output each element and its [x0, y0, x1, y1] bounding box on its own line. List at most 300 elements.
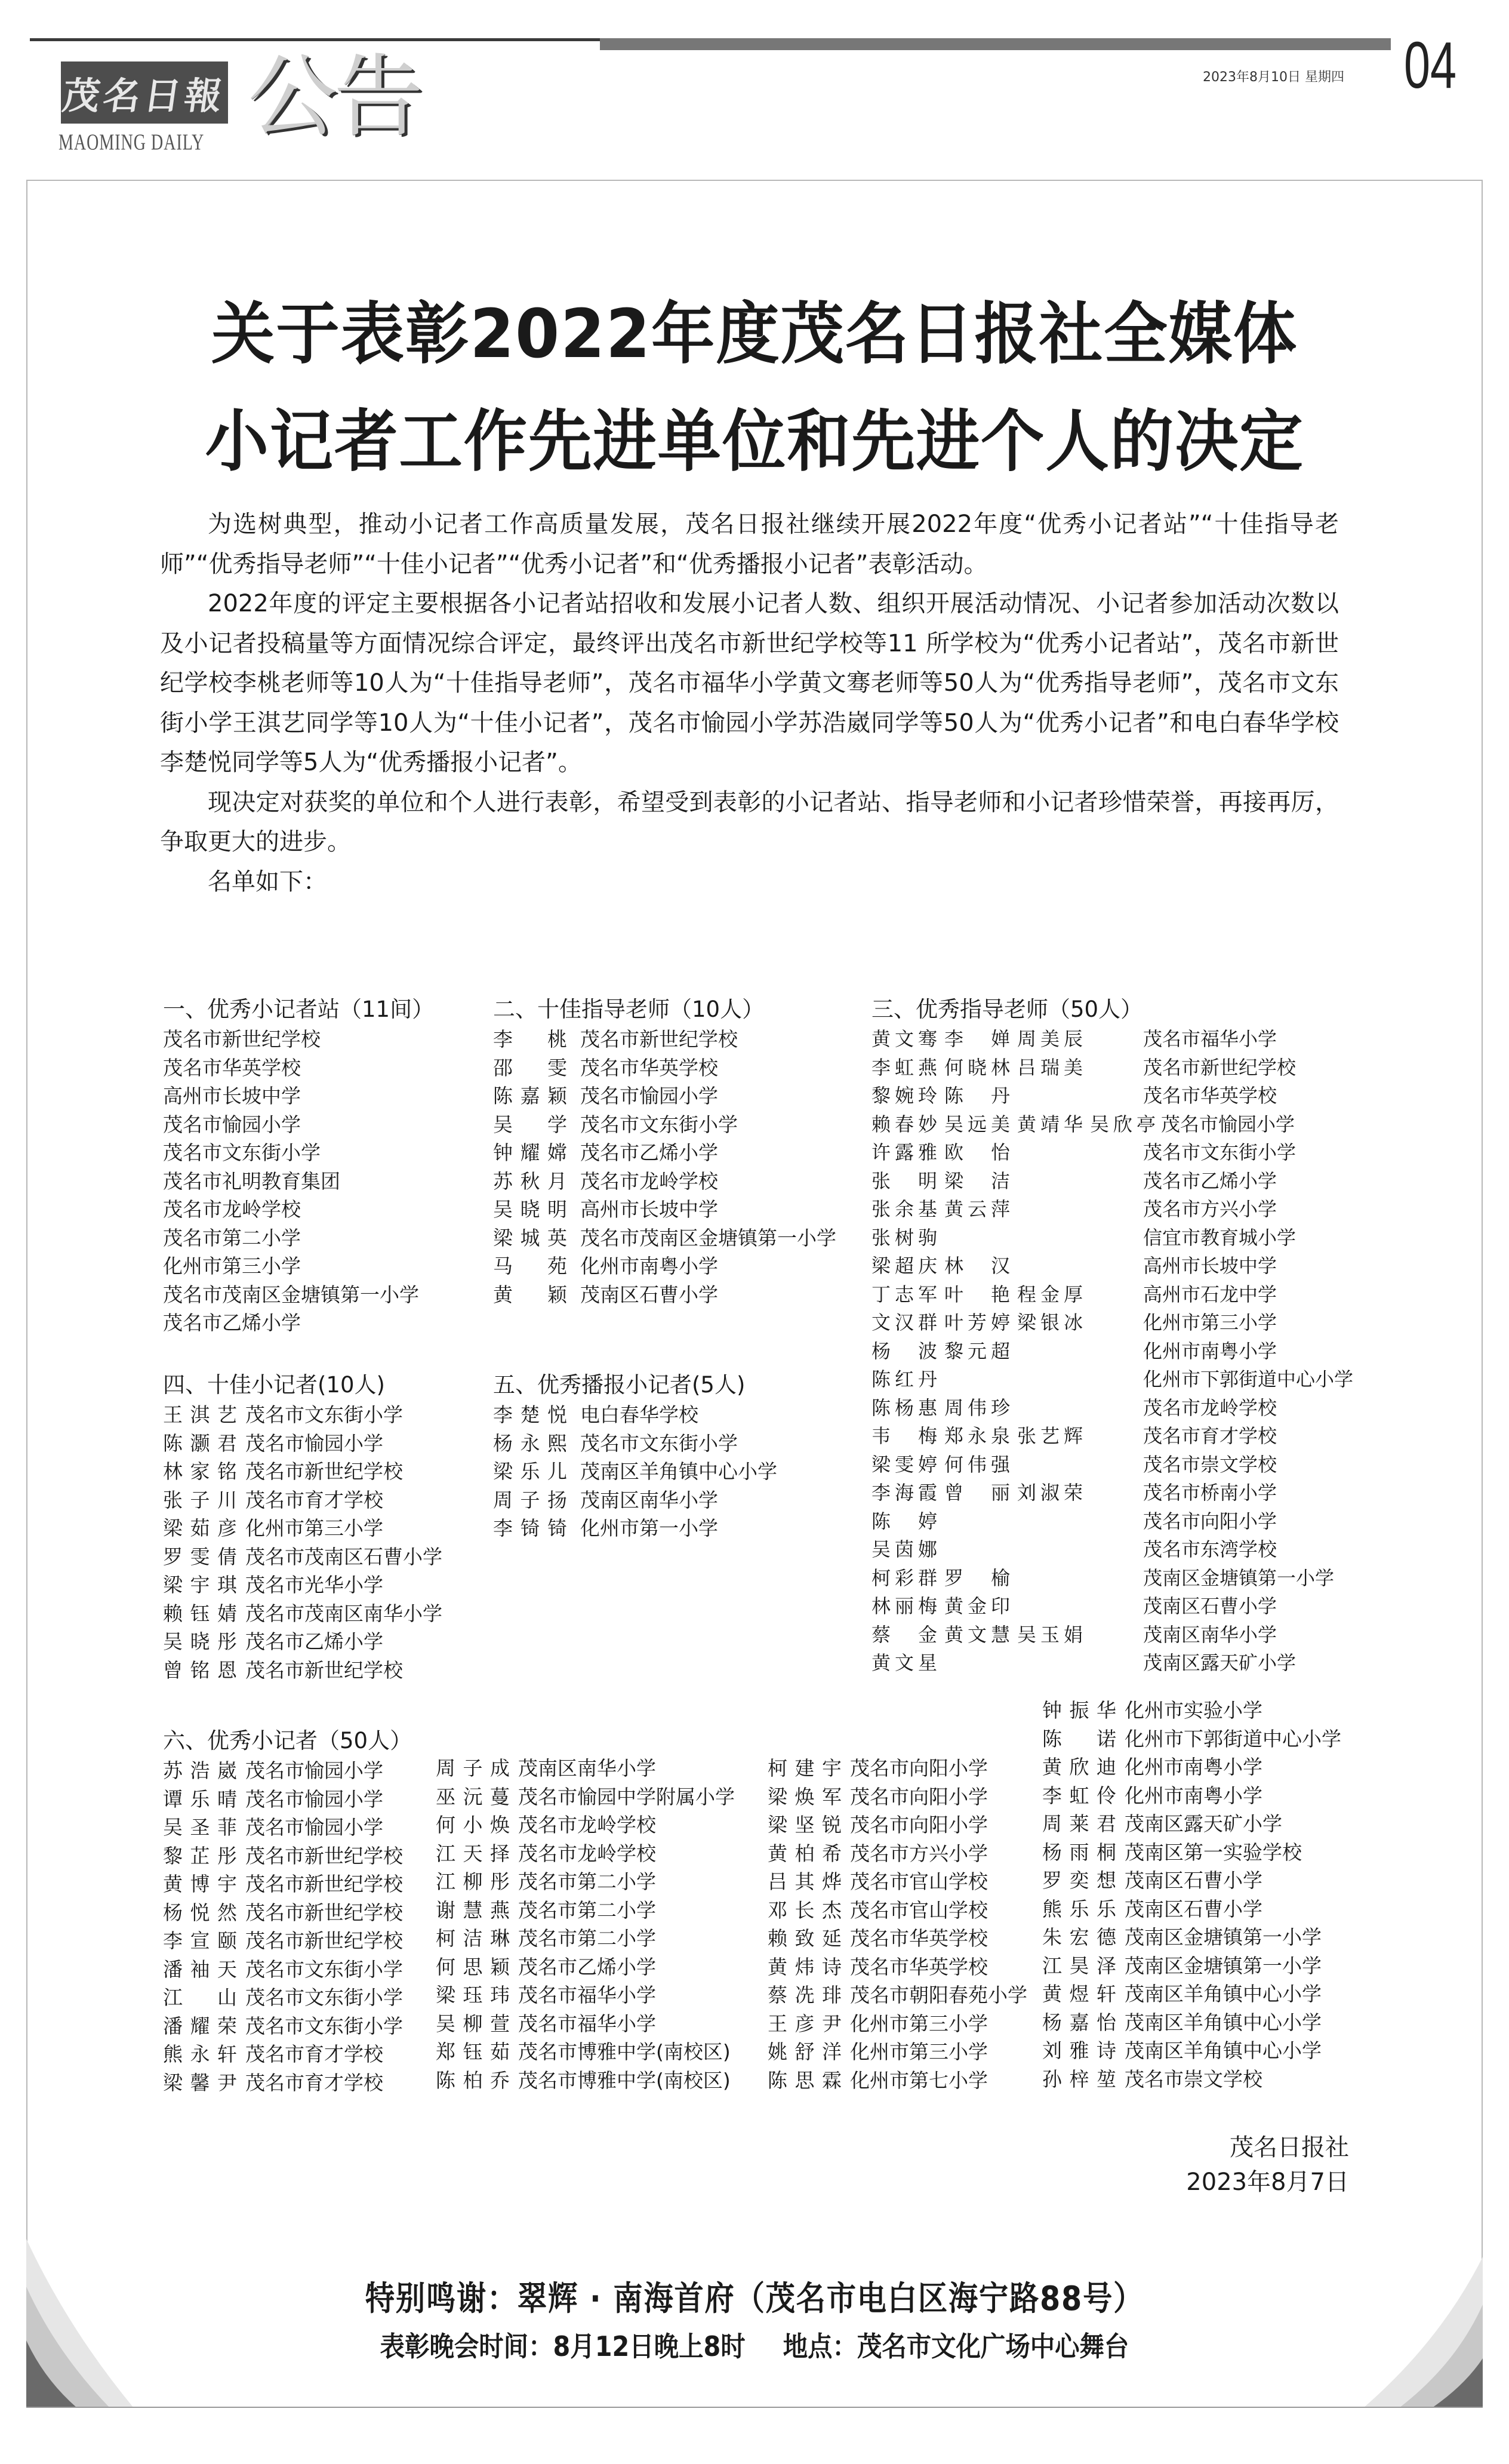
school-name: 茂名市龙岭学校	[1143, 1396, 1277, 1419]
page-number: 04	[1404, 29, 1457, 102]
person-name: 林汉	[944, 1254, 1010, 1277]
teacher-names	[871, 1309, 1090, 1337]
list-item	[1042, 1895, 1341, 1924]
school-name: 茂名市华英学校	[850, 1955, 988, 1979]
person-name: 王彦尹	[768, 2011, 842, 2035]
school-name: 茂名市文东街小学	[245, 1403, 403, 1426]
signature-block	[1074, 2130, 1349, 2200]
person-name: 梁茹彦	[163, 1516, 237, 1540]
person-name: 熊永轩	[163, 2042, 237, 2066]
list-item	[1042, 1782, 1341, 1810]
list-item	[436, 1868, 735, 1896]
list-item	[163, 1486, 442, 1515]
list-item	[871, 1054, 1296, 1082]
teacher-names	[871, 1451, 1017, 1479]
school-name: 茂南区金塘镇第一小学	[1125, 1925, 1322, 1949]
person-name: 柯彩群	[871, 1566, 937, 1589]
person-name: 柯洁琳	[436, 1927, 510, 1950]
list-item	[493, 1457, 777, 1486]
list-item	[163, 1457, 442, 1486]
list-item	[493, 1514, 777, 1543]
teacher-names	[871, 1536, 944, 1564]
school-name: 茂南区南华小学	[1143, 1623, 1277, 1646]
school-name: 茂南区金塘镇第一小学	[1125, 1954, 1322, 1977]
person-name: 梁洁	[944, 1169, 1010, 1192]
school-name: 茂名市博雅中学(南校区)	[518, 2068, 731, 2092]
list-item	[768, 2010, 1027, 2038]
person-name: 姚舒洋	[768, 2040, 842, 2063]
person-name: 郑永泉	[944, 1425, 1010, 1447]
list-item	[493, 1195, 836, 1224]
list-item: 茂名市乙烯小学	[163, 1311, 301, 1334]
list-item	[1042, 1696, 1341, 1725]
list-item	[493, 1139, 836, 1167]
person-name: 潘耀荣	[163, 2014, 237, 2038]
headline-line-2: 小记者工作先进单位和先进个人的决定	[205, 403, 1304, 481]
person-name: 吴茵娜	[871, 1538, 937, 1561]
person-name: 张子川	[163, 1488, 237, 1512]
person-name: 赖春妙	[871, 1112, 937, 1136]
list-item	[163, 1785, 412, 1814]
school-name: 茂名市龙岭学校	[518, 1813, 656, 1837]
person-name: 陈红丹	[871, 1368, 937, 1391]
list-excellent-teachers	[871, 994, 1354, 1678]
list-item	[768, 2038, 1027, 2066]
school-name: 茂名市愉园中学附属小学	[518, 1785, 735, 1808]
list-item	[493, 1281, 836, 1309]
school-name: 茂名市向阳小学	[1143, 1509, 1277, 1533]
list-item	[871, 1224, 1296, 1253]
person-name: 潘袖天	[163, 1957, 237, 1981]
school-name: 茂南区石曹小学	[1143, 1595, 1277, 1617]
person-name: 许露雅	[871, 1141, 937, 1164]
list-item: 茂名市礼明教育集团	[163, 1169, 340, 1193]
list-item	[871, 1309, 1277, 1337]
school-name: 茂名市福华小学	[518, 2011, 656, 2035]
school-name: 茂名市文东街小学	[245, 2014, 403, 2038]
list-item	[163, 1599, 442, 1628]
person-name: 陈嘉颖	[493, 1084, 567, 1108]
list-item	[1042, 1980, 1341, 2008]
list-item	[493, 1429, 777, 1458]
list-item	[163, 1813, 412, 1842]
list-item	[768, 2066, 1027, 2095]
school-name: 茂名市愉园小学	[1161, 1112, 1295, 1136]
school-name: 化州市第三小学	[245, 1516, 383, 1540]
list-item	[768, 1981, 1027, 2010]
school-name: 茂名市新世纪学校	[245, 1929, 403, 1952]
list-item	[436, 1981, 735, 2010]
list-item	[436, 2010, 735, 2038]
notice-body	[160, 505, 1339, 902]
person-name: 梁超庆	[871, 1254, 937, 1277]
logo-english: MAOMING DAILY	[58, 130, 205, 155]
school-name: 茂名市新世纪学校	[1143, 1056, 1296, 1079]
list-item	[163, 1429, 442, 1458]
school-name: 茂名市愉园小学	[245, 1787, 383, 1811]
school-name: 茂名市育才学校	[245, 2042, 383, 2066]
person-name: 江柳彤	[436, 1870, 510, 1893]
list-excellent-reporters-col-1	[163, 1725, 412, 2097]
teacher-names	[871, 1167, 1017, 1196]
school-name: 茂名市龙岭学校	[580, 1169, 718, 1193]
school-name: 茂名市官山学校	[850, 1870, 988, 1893]
person-name: 叶芳婷	[944, 1311, 1010, 1334]
person-name: 杨雨桐	[1042, 1840, 1116, 1864]
person-name: 江天择	[436, 1841, 510, 1865]
school-name: 茂名市新世纪学校	[580, 1028, 738, 1051]
person-name: 钟振华	[1042, 1699, 1116, 1722]
person-name: 梁坚锐	[768, 1813, 842, 1837]
school-name: 化州市下郭街道中心小学	[1125, 1727, 1341, 1751]
school-name: 茂名市福华小学	[1143, 1028, 1277, 1050]
footer-curtain-graphic	[26, 2239, 1483, 2408]
list-item	[1042, 1923, 1341, 1952]
school-name: 化州市第三小学	[850, 2040, 988, 2063]
list-item	[163, 2069, 412, 2097]
school-name: 化州市实验小学	[1125, 1699, 1262, 1722]
school-name: 茂名市文东街小学	[1143, 1141, 1296, 1164]
list-item: 茂名市愉园小学	[163, 1112, 301, 1136]
list-item: 化州市第三小学	[163, 1254, 301, 1278]
school-name: 茂名市茂南区南华小学	[245, 1601, 442, 1625]
person-name: 柯建宇	[768, 1757, 842, 1780]
person-name: 邓长杰	[768, 1898, 842, 1922]
list-item	[436, 2066, 735, 2095]
list-top-teachers	[493, 994, 836, 1309]
list-broadcast-reporters	[493, 1370, 777, 1543]
person-name: 江昊泽	[1042, 1954, 1116, 1977]
list-item	[493, 1252, 836, 1281]
list-excellent-stations	[163, 994, 434, 1337]
person-name: 江山	[163, 1986, 237, 2009]
person-name: 李锜锜	[493, 1516, 567, 1540]
list-item	[493, 1167, 836, 1196]
list-item	[871, 1394, 1277, 1423]
school-name: 茂名市文东街小学	[580, 1112, 738, 1136]
school-name: 茂南区石曹小学	[1125, 1869, 1262, 1892]
list-item	[493, 1082, 836, 1111]
school-name: 茂南区羊角镇中心小学	[1125, 1982, 1322, 2005]
school-name: 化州市第三小学	[1143, 1311, 1277, 1334]
person-name: 吕其烨	[768, 1870, 842, 1893]
headline-line-1: 关于表彰2022年度茂名日报社全媒体	[211, 296, 1298, 373]
school-name: 化州市南粤小学	[580, 1254, 718, 1278]
person-name: 陈丹	[944, 1084, 1010, 1107]
school-name: 茂名市文东街小学	[580, 1431, 738, 1455]
person-name: 黄煜轩	[1042, 1982, 1116, 2005]
person-name: 张余基	[871, 1198, 937, 1220]
list-item	[768, 1896, 1027, 1925]
school-name: 化州市南粤小学	[1143, 1339, 1277, 1362]
school-name: 茂南区金塘镇第一小学	[1143, 1566, 1335, 1589]
masthead-band	[600, 38, 1391, 50]
person-name: 黄颖	[493, 1282, 567, 1306]
person-name: 黎婉玲	[871, 1084, 937, 1107]
list-item: 茂名市新世纪学校	[163, 1028, 321, 1051]
school-name: 化州市南粤小学	[1125, 1783, 1262, 1807]
teacher-names	[871, 1508, 944, 1536]
list-item	[163, 1656, 442, 1685]
teacher-names	[871, 1649, 944, 1678]
special-thanks: 特别鸣谢：翠辉 · 南海首府（茂名市电白区海宁路88号）	[365, 2280, 1144, 2318]
list-item	[768, 1811, 1027, 1839]
list-excellent-reporters-col-2	[436, 1754, 735, 2094]
list-item	[163, 1543, 442, 1571]
list-item	[493, 1486, 777, 1515]
list-item	[871, 1365, 1354, 1394]
person-name: 刘淑荣	[1017, 1481, 1083, 1504]
list-item	[163, 1870, 412, 1899]
teacher-names	[871, 1139, 1017, 1167]
person-name: 吴圣菲	[163, 1816, 237, 1839]
person-name: 罗奕想	[1042, 1869, 1116, 1892]
school-name: 化州市第七小学	[850, 2068, 988, 2092]
body-paragraph-4: 名单如下：	[208, 868, 327, 896]
list-item	[871, 1337, 1277, 1366]
person-name: 陈思霖	[768, 2068, 842, 2092]
school-name: 茂南区石曹小学	[580, 1282, 718, 1306]
list-item	[163, 1628, 442, 1656]
school-name: 茂名市新世纪学校	[245, 1900, 403, 1924]
school-name: 茂名市乙烯小学	[518, 1955, 656, 1979]
list-item	[871, 1139, 1296, 1167]
person-name: 梁雯婷	[871, 1453, 937, 1476]
school-name: 茂名市第二小学	[518, 1898, 656, 1922]
school-name: 茂名市育才学校	[1143, 1425, 1277, 1447]
school-name: 茂南区羊角镇中心小学	[580, 1460, 777, 1483]
person-name: 梁城英	[493, 1226, 567, 1250]
school-name: 茂名市东湾学校	[1143, 1538, 1277, 1561]
section-title: 公告	[248, 45, 420, 149]
person-name: 马苑	[493, 1254, 567, 1278]
list-item	[768, 1953, 1027, 1982]
school-name: 茂名市愉园小学	[580, 1084, 718, 1108]
person-name: 罗榆	[944, 1566, 1010, 1589]
person-name: 吕瑞美	[1017, 1056, 1083, 1079]
teacher-names	[871, 1422, 1090, 1451]
list-item	[768, 1783, 1027, 1811]
person-name: 李海霞	[871, 1481, 937, 1504]
school-name: 茂名市向阳小学	[850, 1813, 988, 1837]
person-name: 梁乐儿	[493, 1460, 567, 1483]
list-item: 茂名市第二小学	[163, 1226, 301, 1250]
school-name: 茂名市华英学校	[850, 1927, 988, 1950]
person-name: 蔡金	[871, 1623, 937, 1646]
teacher-names	[871, 1337, 1017, 1366]
list-item	[871, 1167, 1277, 1196]
school-name: 茂名市乙烯小学	[1143, 1169, 1277, 1192]
person-name: 谭乐晴	[163, 1787, 237, 1811]
person-name: 罗雯倩	[163, 1545, 237, 1568]
school-name: 茂南区露天矿小学	[1143, 1651, 1296, 1674]
teacher-names	[871, 1111, 1163, 1139]
person-name: 吴学	[493, 1112, 567, 1136]
person-name: 梁珏玮	[436, 1983, 510, 2007]
school-name: 茂名市乙烯小学	[245, 1630, 383, 1653]
school-name: 茂名市博雅中学(南校区)	[518, 2040, 731, 2063]
person-name: 杨嘉怡	[1042, 2010, 1116, 2034]
school-name: 茂名市向阳小学	[850, 1785, 988, 1808]
school-name: 茂名市华英学校	[580, 1056, 718, 1079]
list-item	[1042, 2037, 1341, 2065]
person-name: 李桃	[493, 1028, 567, 1051]
list-excellent-reporters-col-3	[768, 1754, 1027, 2094]
person-name: 吴晓明	[493, 1198, 567, 1221]
person-name: 黄文星	[871, 1651, 937, 1674]
list-item	[871, 1082, 1277, 1111]
person-name: 钟耀嫦	[493, 1141, 567, 1164]
list-item	[163, 1899, 412, 1927]
person-name: 周美辰	[1017, 1028, 1083, 1050]
teacher-names	[871, 1025, 1090, 1054]
person-name: 林家铭	[163, 1460, 237, 1483]
person-name: 黄靖华	[1017, 1112, 1083, 1136]
person-name: 苏秋月	[493, 1169, 567, 1193]
person-name: 吴玉娟	[1017, 1623, 1083, 1646]
person-name: 李婵	[944, 1028, 1010, 1050]
list-item	[436, 1896, 735, 1925]
school-name: 茂名市龙岭学校	[518, 1841, 656, 1865]
person-name: 黄金印	[944, 1595, 1010, 1617]
school-name: 化州市第一小学	[580, 1516, 718, 1540]
person-name: 欧怡	[944, 1141, 1010, 1164]
person-name: 张树驹	[871, 1226, 937, 1249]
person-name: 何小焕	[436, 1813, 510, 1837]
school-name: 茂名市文东街小学	[245, 1957, 403, 1981]
person-name: 杨波	[871, 1339, 937, 1362]
teacher-names	[871, 1564, 1017, 1593]
list-item	[163, 2012, 412, 2041]
person-name: 陈诺	[1042, 1727, 1116, 1751]
person-name: 邵雯	[493, 1056, 567, 1079]
list-item	[436, 1783, 735, 1811]
person-name: 何伟强	[944, 1453, 1010, 1476]
list-item	[436, 1811, 735, 1839]
person-name: 黄博宇	[163, 1872, 237, 1896]
person-name: 何思颖	[436, 1955, 510, 1979]
list-item	[436, 1953, 735, 1982]
person-name: 梁焕军	[768, 1785, 842, 1808]
person-name: 李虹伶	[1042, 1783, 1116, 1807]
school-name: 信宜市教育城小学	[1143, 1226, 1296, 1249]
list-item	[493, 1224, 836, 1253]
person-name: 吴欣亭	[1090, 1112, 1156, 1136]
person-name: 杨永熙	[493, 1431, 567, 1455]
list-item	[871, 1564, 1335, 1593]
person-name: 周伟珍	[944, 1396, 1010, 1419]
person-name: 朱宏德	[1042, 1925, 1116, 1949]
school-name: 高州市长坡中学	[580, 1198, 718, 1221]
person-name: 曾丽	[944, 1481, 1010, 1504]
person-name: 黎元超	[944, 1339, 1010, 1362]
person-name: 林丽梅	[871, 1595, 937, 1617]
list-item: 高州市长坡中学	[163, 1084, 301, 1108]
school-name: 茂名市乙烯小学	[580, 1141, 718, 1164]
person-name: 李楚悦	[493, 1403, 567, 1426]
person-name: 曾铭恩	[163, 1658, 237, 1682]
section-heading: 四、十佳小记者(10人)	[163, 1372, 385, 1398]
person-name: 巫沅蔓	[436, 1785, 510, 1808]
school-name: 茂名市官山学校	[850, 1898, 988, 1922]
list-item	[1042, 2008, 1341, 2037]
list-item	[163, 1571, 442, 1599]
school-name: 茂名市愉园小学	[245, 1759, 383, 1782]
person-name: 丁志军	[871, 1282, 937, 1306]
person-name: 谢慧燕	[436, 1898, 510, 1922]
list-item	[871, 1508, 1277, 1536]
school-name: 茂南区南华小学	[518, 1757, 656, 1780]
list-item	[871, 1281, 1277, 1309]
teacher-names	[871, 1479, 1090, 1508]
list-item	[493, 1054, 836, 1082]
list-item	[871, 1649, 1296, 1678]
logo-chinese: 茂名日報	[60, 73, 229, 118]
school-name: 茂名市方兴小学	[1143, 1198, 1277, 1220]
footer-banner	[26, 2239, 1483, 2408]
list-item	[163, 1757, 412, 1785]
section-heading: 二、十佳指导老师（10人）	[493, 996, 765, 1022]
list-item	[871, 1025, 1277, 1054]
person-name: 周子扬	[493, 1488, 567, 1512]
teacher-names	[871, 1592, 1017, 1621]
list-item	[871, 1195, 1277, 1224]
school-name: 茂名市崇文学校	[1143, 1453, 1277, 1476]
list-item	[871, 1252, 1277, 1281]
school-name: 高州市石龙中学	[1143, 1282, 1277, 1306]
list-item	[1042, 2065, 1341, 2094]
person-name: 黎芷彤	[163, 1844, 237, 1868]
list-top-reporters	[163, 1370, 442, 1684]
list-item	[163, 1927, 412, 1955]
event-time: 表彰晚会时间：8月12日晚上8时	[380, 2330, 746, 2363]
list-item	[1042, 1753, 1341, 1782]
school-name: 茂名市愉园小学	[245, 1431, 383, 1455]
school-name: 茂名市方兴小学	[850, 1841, 988, 1865]
person-name: 叶艳	[944, 1282, 1010, 1306]
list-item	[768, 1754, 1027, 1783]
person-name: 梁馨尹	[163, 2071, 237, 2094]
school-name: 化州市南粤小学	[1125, 1755, 1262, 1779]
list-item: 茂名市华英学校	[163, 1056, 301, 1079]
person-name: 郑钰茹	[436, 2040, 510, 2063]
list-item	[871, 1621, 1277, 1650]
signature-org: 茂名日报社	[1230, 2134, 1349, 2161]
event-place: 地点：茂名市文化广场中心舞台	[783, 2330, 1129, 2363]
person-name: 吴远美	[944, 1112, 1010, 1136]
person-name: 梁银冰	[1017, 1311, 1083, 1334]
list-item	[1042, 1725, 1341, 1754]
newspaper-logo	[61, 61, 228, 124]
body-paragraph-3: 现决定对获奖的单位和个人进行表彰，希望受到表彰的小记者站、指导老师和小记者珍惜荣誉，再接再厉，争取更大的进步。	[160, 788, 1339, 856]
list-item	[436, 1924, 735, 1953]
school-name: 茂名市第二小学	[518, 1927, 656, 1950]
section-heading: 一、优秀小记者站（11间）	[163, 996, 435, 1022]
teacher-names	[871, 1621, 1090, 1650]
school-name: 茂名市育才学校	[245, 2071, 383, 2094]
person-name: 孙梓堃	[1042, 2067, 1116, 2091]
school-name: 茂名市新世纪学校	[245, 1872, 403, 1896]
person-name: 蔡冼琲	[768, 1983, 842, 2007]
headline	[151, 281, 1358, 496]
list-item	[871, 1592, 1277, 1621]
person-name: 熊乐乐	[1042, 1897, 1116, 1921]
person-name: 陈杨惠	[871, 1396, 937, 1419]
person-name: 黄柏希	[768, 1841, 842, 1865]
school-name: 高州市长坡中学	[1143, 1254, 1277, 1277]
person-name: 黄云萍	[944, 1198, 1010, 1220]
person-name: 赖钰婧	[163, 1601, 237, 1625]
